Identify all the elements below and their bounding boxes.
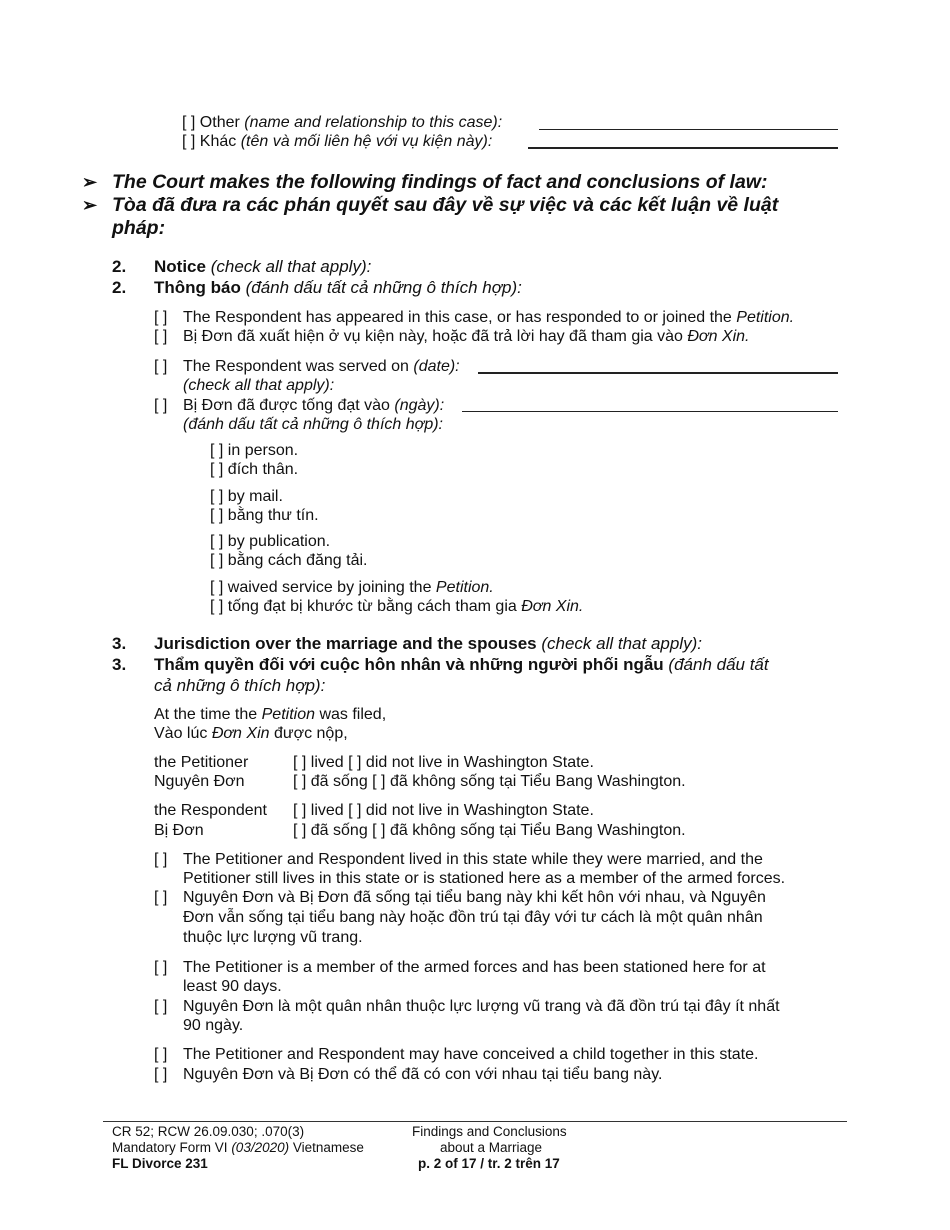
served-vi-text: Bị Đơn đã được tống đạt vào	[183, 397, 390, 414]
method-text: bằng cách đăng tải.	[227, 552, 368, 569]
p1-en-line2: Petitioner still lives in this state or is stationed here as a member of the armed forces.	[183, 870, 786, 887]
method-text: bằng thư tín.	[227, 507, 319, 524]
other-vi-note: (tên và mối liên hệ với vụ kiện này):	[240, 133, 493, 150]
served-en	[183, 357, 460, 376]
footer-form: Mandatory Form VI	[112, 1140, 228, 1155]
method-mail-vi	[210, 506, 319, 525]
footer-left-1: CR 52; RCW 26.09.030; .070(3)	[112, 1124, 305, 1139]
p1-en-line1: The Petitioner and Respondent lived in this state while they were married, and the	[183, 851, 763, 868]
other-en-checkbox[interactable]: [ ]	[182, 114, 196, 131]
other-en-note: (name and relationship to this case):	[244, 114, 503, 131]
checkbox[interactable]: [ ]	[210, 598, 224, 615]
respondent-label-en: the Respondent	[154, 802, 267, 819]
filed-vi-text-end: được nộp,	[273, 725, 348, 742]
p1-vi-line2: Đơn vẫn sống tại tiểu bang này hoặc đồn trú tại đây với tư cách là một quân nhân	[183, 909, 763, 926]
method-text: by mail.	[227, 488, 283, 505]
method-in-person-vi	[210, 460, 298, 479]
checkbox-label[interactable]: [ ]	[154, 358, 168, 375]
method-don-xin: Đơn Xin.	[521, 598, 584, 615]
checkbox-label[interactable]: [ ]	[154, 851, 168, 868]
p2-vi-line1: Nguyên Đơn là một quân nhân thuộc lực lượng vũ trang và đã đồn trú tại đây ít nhất	[183, 998, 780, 1015]
checkbox-label[interactable]: [ ]	[154, 889, 168, 906]
checkbox[interactable]: [ ]	[210, 533, 224, 550]
petitioner-lived-en[interactable]: [ ] lived [ ] did not live in Washington State.	[293, 754, 594, 771]
checkbox-label[interactable]: [ ]	[154, 1066, 168, 1083]
jurisdiction-note-vi: (đánh dấu tất	[668, 655, 769, 674]
method-text: đích thân.	[227, 461, 299, 478]
checkbox[interactable]: [ ]	[210, 507, 224, 524]
notice-title-en-row	[154, 257, 371, 277]
checkbox[interactable]: [ ]	[210, 552, 224, 569]
notice-title-vi-row	[154, 278, 522, 298]
method-text: by publication.	[227, 533, 331, 550]
footer-left-3: FL Divorce 231	[112, 1156, 208, 1171]
jurisdiction-title-en-row	[154, 634, 702, 654]
p3-vi: Nguyên Đơn và Bị Đơn có thể đã có con với nhau tại tiểu bang này.	[183, 1066, 663, 1083]
method-petition: Petition.	[435, 579, 494, 596]
respondent-label-vi: Bị Đơn	[154, 822, 204, 839]
served-en-text: The Respondent was served on	[183, 358, 409, 375]
footer-center-2: about a Marriage	[440, 1140, 543, 1155]
method-mail-en	[210, 487, 283, 506]
served-en-date-label: (date):	[413, 358, 460, 375]
notice-note-en: (check all that apply):	[210, 257, 372, 276]
other-vi-row	[182, 132, 492, 151]
checkbox[interactable]: [ ]	[210, 579, 224, 596]
arrow-bullet-icon: ➢	[82, 195, 98, 215]
findings-heading-vi-cont: pháp:	[112, 217, 166, 239]
served-vi-date-label: (ngày):	[394, 397, 445, 414]
method-publication-vi	[210, 551, 367, 570]
served-date-input-en[interactable]	[478, 372, 838, 374]
checkbox[interactable]: [ ]	[210, 488, 224, 505]
checkbox-label[interactable]: [ ]	[154, 998, 168, 1015]
footer-page-number: p. 2 of 17 / tr. 2 trên 17	[418, 1156, 560, 1171]
method-publication-en	[210, 532, 330, 551]
other-vi-input[interactable]	[528, 147, 838, 149]
method-waived-en	[210, 578, 494, 597]
other-en-label: Other	[199, 114, 240, 131]
section-number: 3.	[112, 634, 127, 653]
appeared-vi-don-xin: Đơn Xin.	[687, 328, 750, 345]
other-vi-label: Khác	[199, 133, 237, 150]
checkbox[interactable]: [ ]	[210, 461, 224, 478]
filed-en	[154, 705, 386, 724]
petitioner-label-en: the Petitioner	[154, 754, 249, 771]
footer-language: Vietnamese	[292, 1140, 364, 1155]
other-en-row	[182, 113, 502, 132]
other-vi-checkbox[interactable]: [ ]	[182, 133, 196, 150]
filed-vi	[154, 724, 348, 743]
jurisdiction-note-vi-cont: cả những ô thích hợp):	[154, 676, 326, 695]
findings-heading-vi: Tòa đã đưa ra các phán quyết sau đây về sự việc và các kết luận về luật	[112, 194, 779, 216]
filed-en-text: At the time the	[154, 706, 258, 723]
method-text: tống đạt bị khước từ bằng cách tham gia	[227, 598, 517, 615]
footer-date: (03/2020)	[231, 1140, 290, 1155]
footer-center-1: Findings and Conclusions	[412, 1124, 567, 1139]
arrow-bullet-icon: ➢	[82, 172, 98, 192]
petitioner-lived-vi[interactable]: [ ] đã sống [ ] đã không sống tại Tiểu Bang Washington.	[293, 773, 686, 790]
footer-left-2	[112, 1140, 364, 1156]
section-number: 2.	[112, 278, 127, 297]
checkbox-label[interactable]: [ ]	[154, 959, 168, 976]
method-in-person-en	[210, 441, 298, 460]
petitioner-label-vi: Nguyên Đơn	[154, 773, 245, 790]
filed-en-text-end: was filed,	[319, 706, 387, 723]
method-waived-vi	[210, 597, 583, 616]
filed-en-petition: Petition	[261, 706, 315, 723]
checkbox-label[interactable]: [ ]	[154, 309, 168, 326]
findings-heading-en: The Court makes the following findings of fact and conclusions of law:	[112, 171, 768, 193]
respondent-lived-vi[interactable]: [ ] đã sống [ ] đã không sống tại Tiểu Bang Washington.	[293, 822, 686, 839]
p2-en-line1: The Petitioner is a member of the armed forces and has been stationed here for at	[183, 959, 766, 976]
jurisdiction-title-en: Jurisdiction over the marriage and the spouses	[154, 634, 537, 653]
jurisdiction-title-vi-row	[154, 655, 769, 675]
respondent-lived-en[interactable]: [ ] lived [ ] did not live in Washington State.	[293, 802, 594, 819]
notice-title-vi: Thông báo	[154, 278, 241, 297]
filed-vi-don-xin: Đơn Xin	[211, 725, 270, 742]
filed-vi-text: Vào lúc	[154, 725, 208, 742]
appeared-en	[183, 308, 794, 327]
checkbox-label[interactable]: [ ]	[154, 328, 168, 345]
appeared-en-petition: Petition.	[736, 309, 795, 326]
checkbox[interactable]: [ ]	[210, 442, 224, 459]
jurisdiction-title-vi: Thẩm quyền đối với cuộc hôn nhân và những người phối ngẫu	[154, 655, 664, 674]
other-en-input[interactable]	[539, 129, 838, 130]
section-number: 3.	[112, 655, 127, 674]
p3-en: The Petitioner and Respondent may have conceived a child together in this state.	[183, 1046, 759, 1063]
section-number: 2.	[112, 257, 127, 276]
p1-vi-line1: Nguyên Đơn và Bị Đơn đã sống tại tiểu bang này khi kết hôn với nhau, và Nguyên	[183, 889, 766, 906]
p2-en-line2: least 90 days.	[183, 978, 282, 995]
jurisdiction-note-en: (check all that apply):	[541, 634, 702, 653]
appeared-vi	[183, 327, 750, 346]
appeared-vi-text: Bị Đơn đã xuất hiện ở vụ kiện này, hoặc đã trả lời hay đã tham gia vào	[183, 328, 683, 345]
appeared-en-text: The Respondent has appeared in this case, or has responded to or joined the	[183, 309, 732, 326]
notice-title-en: Notice	[154, 257, 206, 276]
method-text: in person.	[227, 442, 299, 459]
method-text: waived service by joining the	[227, 579, 432, 596]
notice-note-vi: (đánh dấu tất cả những ô thích hợp):	[245, 278, 522, 297]
p2-vi-line2: 90 ngày.	[183, 1017, 244, 1034]
checkbox-label[interactable]: [ ]	[154, 1046, 168, 1063]
served-date-input-vi[interactable]	[462, 411, 838, 412]
footer-divider	[103, 1121, 847, 1122]
served-vi	[183, 396, 444, 415]
served-vi-note: (đánh dấu tất cả những ô thích hợp):	[183, 416, 443, 433]
served-en-note: (check all that apply):	[183, 377, 335, 394]
p1-vi-line3: thuộc lực lượng vũ trang.	[183, 929, 363, 946]
checkbox-label[interactable]: [ ]	[154, 397, 168, 414]
